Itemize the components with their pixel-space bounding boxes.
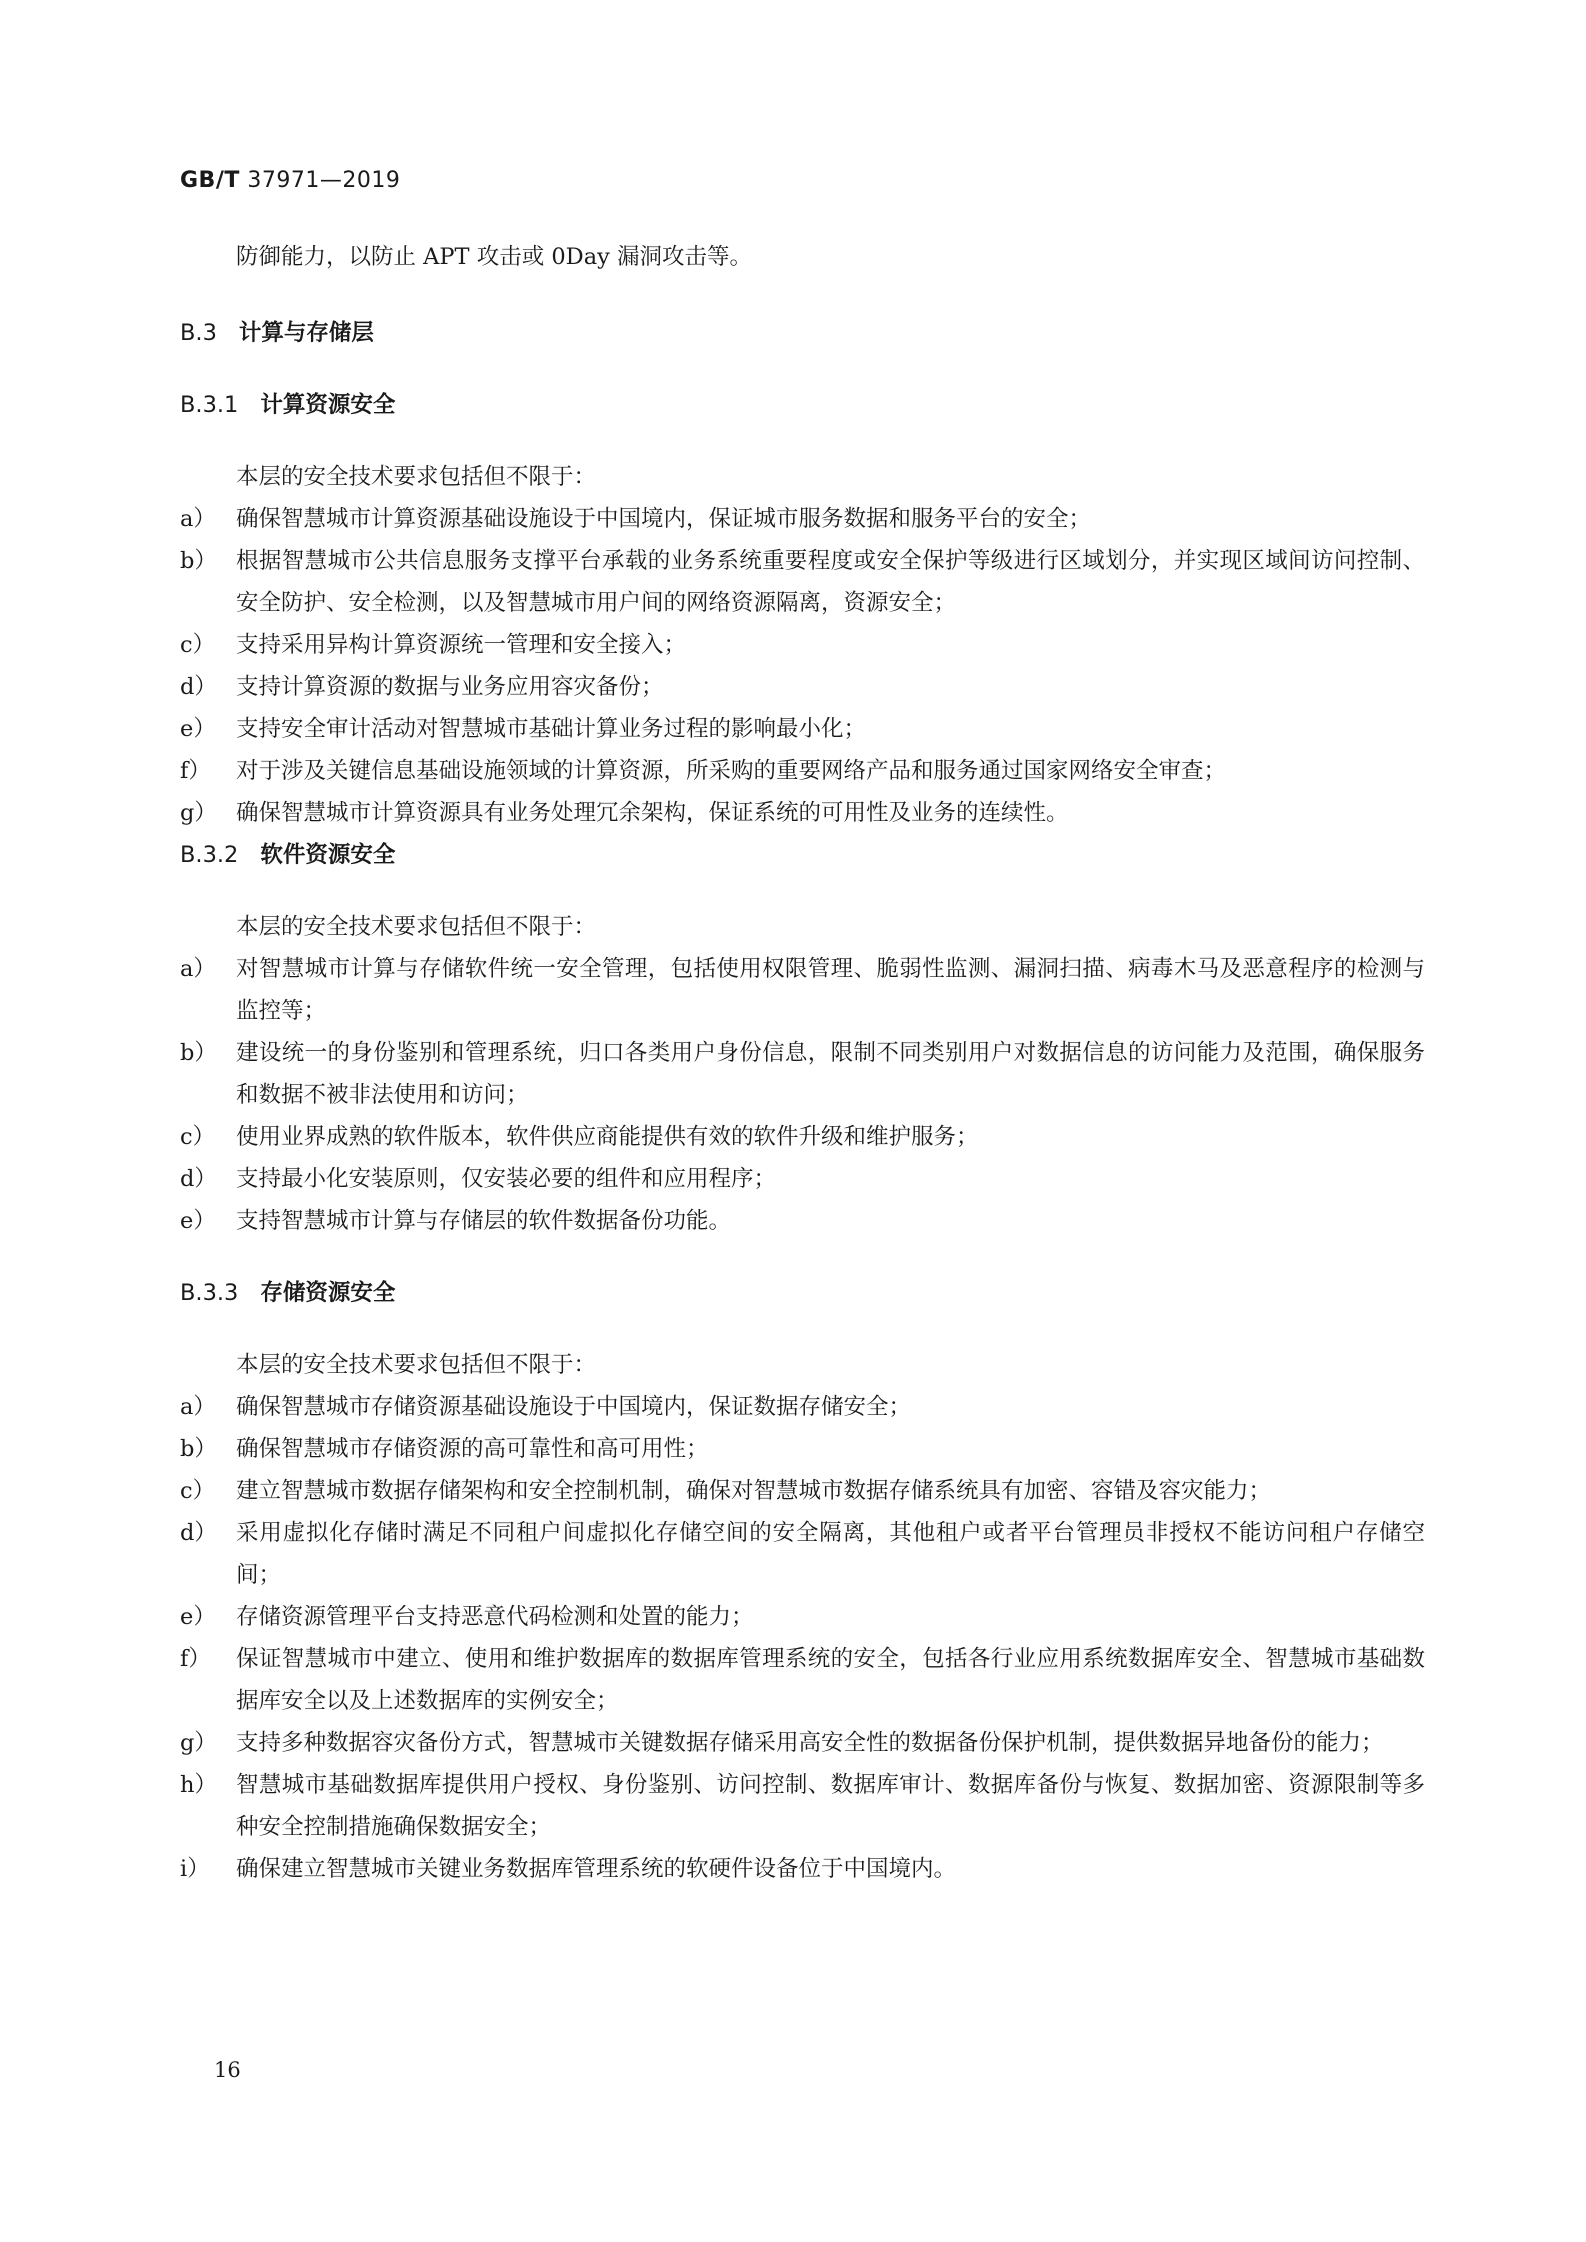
subsection-heading (180, 384, 1425, 426)
section-title: 计算与存储层 (238, 320, 374, 346)
list-marker: g） (180, 1730, 217, 1756)
list-marker: i） (180, 1856, 210, 1882)
list-item (180, 708, 1425, 750)
list-marker: c） (180, 1124, 216, 1150)
standard-prefix: GB/T (180, 168, 240, 193)
subsection-title: 存储资源安全 (260, 1280, 396, 1306)
list-item (180, 1512, 1425, 1596)
list-item-text: 支持最小化安装原则，仅安装必要的组件和应用程序； (236, 1166, 777, 1192)
list-item-text: 确保智慧城市计算资源具有业务处理冗余架构，保证系统的可用性及业务的连续性。 (236, 800, 1069, 826)
list-marker: e） (180, 1208, 216, 1234)
list-item-text: 使用业界成熟的软件版本，软件供应商能提供有效的软件升级和维护服务； (236, 1124, 979, 1150)
list-marker: g） (180, 800, 217, 826)
list-item-text: 智慧城市基础数据库提供用户授权、身份鉴别、访问控制、数据库审计、数据库备份与恢复、数据加密、资源限制等多种安全控制措施确保数据安全； (236, 1772, 1425, 1840)
list-item (180, 1428, 1425, 1470)
list-item (180, 1596, 1425, 1638)
list-item-text: 确保智慧城市存储资源基础设施设于中国境内，保证数据存储安全； (236, 1394, 912, 1420)
list-marker: h） (180, 1772, 217, 1798)
list-marker: a） (180, 506, 216, 532)
list-item (180, 1848, 1425, 1890)
list-marker: c） (180, 632, 216, 658)
list-marker: e） (180, 1604, 216, 1630)
list-marker: b） (180, 1040, 217, 1066)
list-item (180, 666, 1425, 708)
section-heading (180, 312, 1425, 354)
list-item (180, 792, 1425, 834)
subsection-heading (180, 1272, 1425, 1314)
list-item-text: 确保智慧城市存储资源的高可靠性和高可用性； (236, 1436, 709, 1462)
list-item-text: 支持采用异构计算资源统一管理和安全接入； (236, 632, 687, 658)
list-item (180, 498, 1425, 540)
list-item-text: 根据智慧城市公共信息服务支撑平台承载的业务系统重要程度或安全保护等级进行区域划分，并实现区域间访问控制、安全防护、安全检测，以及智慧城市用户间的网络资源隔离，资源安全； (236, 548, 1425, 616)
list-item-text: 存储资源管理平台支持恶意代码检测和处置的能力； (236, 1604, 754, 1630)
standard-number: 37971—2019 (247, 168, 401, 193)
subsection-heading (180, 834, 1425, 876)
list-marker: a） (180, 1394, 216, 1420)
subsection-number: B.3.3 (180, 1280, 239, 1306)
list-item-text: 对智慧城市计算与存储软件统一安全管理，包括使用权限管理、脆弱性监测、漏洞扫描、病毒木马及恶意程序的检测与监控等； (236, 956, 1425, 1024)
subsection-intro: 本层的安全技术要求包括但不限于： (236, 1352, 597, 1378)
list-item (180, 750, 1425, 792)
list-item-text: 保证智慧城市中建立、使用和维护数据库的数据库管理系统的安全，包括各行业应用系统数据库安全、智慧城市基础数据库安全以及上述数据库的实例安全； (236, 1646, 1425, 1714)
subsection-intro: 本层的安全技术要求包括但不限于： (236, 914, 597, 940)
list-marker: c） (180, 1478, 216, 1504)
document-body (180, 236, 1425, 1890)
list-item-text: 支持智慧城市计算与存储层的软件数据备份功能。 (236, 1208, 732, 1234)
list-item (180, 540, 1425, 624)
list-item (180, 1116, 1425, 1158)
list-item (180, 1638, 1425, 1722)
list-marker: a） (180, 956, 216, 982)
list-item (180, 1032, 1425, 1116)
list-item (180, 1158, 1425, 1200)
list-marker: e） (180, 716, 216, 742)
subsection-number: B.3.1 (180, 392, 239, 418)
list-item-text: 支持安全审计活动对智慧城市基础计算业务过程的影响最小化； (236, 716, 867, 742)
list-item (180, 1722, 1425, 1764)
page-number: 16 (214, 2058, 241, 2082)
list-marker: d） (180, 674, 217, 700)
requirement-list (180, 1386, 1425, 1890)
list-item-text: 采用虚拟化存储时满足不同租户间虚拟化存储空间的安全隔离，其他租户或者平台管理员非授权不能访问租户存储空间； (236, 1520, 1425, 1588)
subsection-title: 软件资源安全 (260, 842, 396, 868)
list-item (180, 624, 1425, 666)
list-marker: b） (180, 548, 217, 574)
requirement-list (180, 498, 1425, 834)
list-marker: f） (180, 758, 211, 784)
standard-header (180, 168, 400, 193)
list-marker: f） (180, 1646, 211, 1672)
subsection-title: 计算资源安全 (260, 392, 396, 418)
continuation-paragraph: 防御能力，以防止 APT 攻击或 0Day 漏洞攻击等。 (236, 244, 752, 270)
list-item-text: 支持多种数据容灾备份方式，智慧城市关键数据存储采用高安全性的数据备份保护机制，提供数据异地备份的能力； (236, 1730, 1384, 1756)
list-item-text: 支持计算资源的数据与业务应用容灾备份； (236, 674, 664, 700)
list-item (180, 1470, 1425, 1512)
subsection-intro: 本层的安全技术要求包括但不限于： (236, 464, 597, 490)
list-item (180, 1386, 1425, 1428)
list-item-text: 建立智慧城市数据存储架构和安全控制机制，确保对智慧城市数据存储系统具有加密、容错及容灾能力； (236, 1478, 1272, 1504)
list-item-text: 建设统一的身份鉴别和管理系统，归口各类用户身份信息，限制不同类别用户对数据信息的访问能力及范围，确保服务和数据不被非法使用和访问； (236, 1040, 1425, 1108)
list-item (180, 1764, 1425, 1848)
list-marker: d） (180, 1520, 217, 1546)
list-item-text: 确保建立智慧城市关键业务数据库管理系统的软硬件设备位于中国境内。 (236, 1856, 957, 1882)
list-marker: d） (180, 1166, 217, 1192)
requirement-list (180, 948, 1425, 1242)
list-item-text: 确保智慧城市计算资源基础设施设于中国境内，保证城市服务数据和服务平台的安全； (236, 506, 1092, 532)
subsection-number: B.3.2 (180, 842, 239, 868)
list-item (180, 1200, 1425, 1242)
list-item-text: 对于涉及关键信息基础设施领域的计算资源，所采购的重要网络产品和服务通过国家网络安全审查； (236, 758, 1227, 784)
section-number: B.3 (180, 320, 217, 346)
list-marker: b） (180, 1436, 217, 1462)
list-item (180, 948, 1425, 1032)
